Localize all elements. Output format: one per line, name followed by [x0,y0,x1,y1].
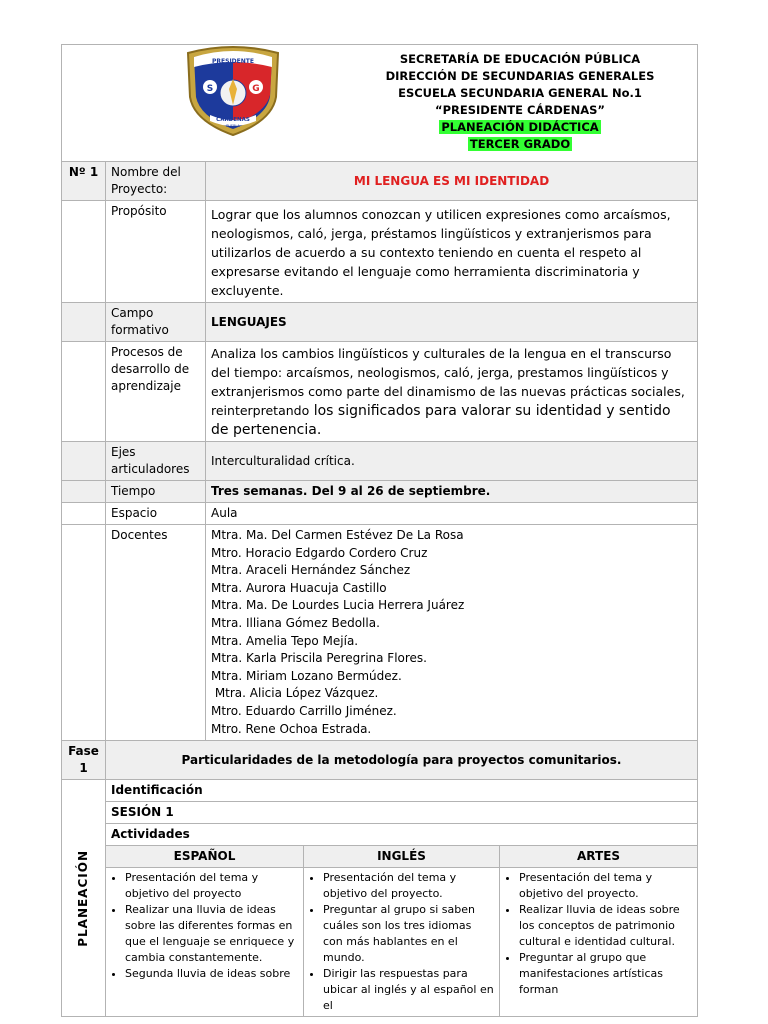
column-title-espanol: ESPAÑOL [106,846,304,868]
field-value: LENGUAJES [206,303,698,342]
column-title-ingles: INGLÉS [304,846,500,868]
phase-row [62,741,698,780]
subjects-header-row [62,846,698,868]
process-value [206,342,698,442]
project-number: Nº 1 [62,162,106,201]
list-item: • Realizar lluvia de ideas sobre los conceptos de patrimonio cultural e identidad cultural. [519,902,692,950]
identification-label: Identificación [106,780,698,802]
list-item: • Presentación del tema y objetivo del proyecto. [323,870,494,902]
header-highlight-1: PLANEACIÓN DIDÁCTICA [441,120,599,134]
process-row [62,342,698,442]
planning-table [61,44,698,1017]
planning-document [61,44,697,1017]
subjects-content-row [62,868,698,1017]
axes-row [62,442,698,481]
list-item: • Preguntar al grupo si saben cuáles son los tres idiomas con más hablantes en el mundo. [323,902,494,966]
field-row [62,303,698,342]
header-titles [382,51,658,153]
axes-value: Interculturalidad crítica. [206,442,698,481]
artes-activities [500,868,698,1017]
planning-side-cell [62,780,106,1017]
teachers-label: Docentes [106,525,206,741]
teacher-item: Mtro. Eduardo Carrillo Jiménez. [211,703,397,718]
header-line-2: DIRECCIÓN DE SECUNDARIAS GENERALES [385,69,655,83]
teacher-item: Mtra. Illiana Gómez Bedolla. [211,615,380,630]
teacher-item: Mtra. Karla Priscila Peregrina Flores. [211,651,427,666]
list-item: • Segunda lluvia de ideas sobre [125,966,298,982]
axes-label: Ejes articuladores [106,442,206,481]
header-line-3: ESCUELA SECUNDARIA GENERAL No.1 [398,86,642,100]
logo-letter-s: S [206,84,214,94]
school-shield-logo [180,45,286,137]
space-value: Aula [206,503,698,525]
teachers-row [62,525,698,741]
logo-text-top: PRESIDENTE [212,58,254,65]
project-name-row [62,162,698,201]
space-row [62,503,698,525]
column-title-artes: ARTES [500,846,698,868]
list-item: • Realizar una lluvia de ideas sobre las diferentes formas en que el lenguaje se enriquece y cambia constantemente. [125,902,298,966]
header-highlight-2: TERCER GRADO [469,137,571,151]
process-value-part-b: los significados para valorar su identidad y sentido de pertenencia. [211,403,671,438]
header-line-4: “PRESIDENTE CÁRDENAS” [435,103,605,117]
teacher-item: Mtro. Rene Ochoa Estrada. [211,721,372,736]
process-value-part-a: Analiza los cambios lingüísticos y culturales de la lengua en el transcurso del tiempo: arcaísmos, neologismos, caló, jerga, prestamos lingüísticos y extranjerismos como parte del dinamismo de las nuevas prácticas sociales, reinterpretando [211,346,685,418]
logo-letter-g: G [252,84,260,94]
logo-text-bottom: CÁRDENAS [216,117,250,123]
header-row [62,45,698,162]
session-label: SESIÓN 1 [106,802,698,824]
teacher-item: Mtra. Alicia López Vázquez. [211,686,379,701]
space-label: Espacio [106,503,206,525]
project-name-label: Nombre del Proyecto: [106,162,206,201]
activities-label: Actividades [106,824,698,846]
time-row [62,481,698,503]
teacher-item: Mtra. Aurora Huacuja Castillo [211,580,387,595]
purpose-value: Lograr que los alumnos conozcan y utilicen expresiones como arcaísmos, neologismos, caló, jerga, préstamos lingüísticos y extranjerismos para utilizarlos de acuerdo a su contexto teniendo en cuenta el respeto al expresarse evitando el lenguaje como herramienta discriminatoria y excluyente. [206,201,698,303]
field-label: Campo formativo [106,303,206,342]
logo-text-small: PUEBLA [226,124,240,128]
teacher-item: Mtro. Horacio Edgardo Cordero Cruz [211,545,428,560]
session-row [62,802,698,824]
time-value: Tres semanas. Del 9 al 26 de septiembre. [206,481,698,503]
list-item: • Dirigir las respuestas para ubicar al inglés y al español en el [323,966,494,1014]
teacher-item: Mtra. Ma. De Lourdes Lucia Herrera Juárez [211,598,465,613]
project-name-value: MI LENGUA ES MI IDENTIDAD [206,162,698,201]
ingles-activities [304,868,500,1017]
list-item: • Preguntar al grupo que manifestaciones artísticas forman [519,950,692,998]
purpose-row [62,201,698,303]
phase-label: Fase 1 [62,741,106,780]
teachers-list [206,525,698,741]
process-label: Procesos de desarrollo de aprendizaje [106,342,206,442]
teacher-item: Mtra. Araceli Hernández Sánchez [211,563,411,578]
list-item: • Presentación del tema y objetivo del proyecto. [519,870,692,902]
planning-vertical-label: PLANEACIÓN [76,849,90,947]
identification-row [62,780,698,802]
teacher-item: Mtra. Ma. Del Carmen Estévez De La Rosa [211,528,464,542]
list-item: • Presentación del tema y objetivo del proyecto [125,870,298,902]
phase-title: Particularidades de la metodología para proyectos comunitarios. [106,741,698,780]
teacher-item: Mtra. Amelia Tepo Mejía. [211,633,359,648]
purpose-label: Propósito [106,201,206,303]
espanol-activities [106,868,304,1017]
time-label: Tiempo [106,481,206,503]
teacher-item: Mtra. Miriam Lozano Bermúdez. [211,668,402,683]
activities-row [62,824,698,846]
header-line-1: SECRETARÍA DE EDUCACIÓN PÚBLICA [399,52,641,66]
